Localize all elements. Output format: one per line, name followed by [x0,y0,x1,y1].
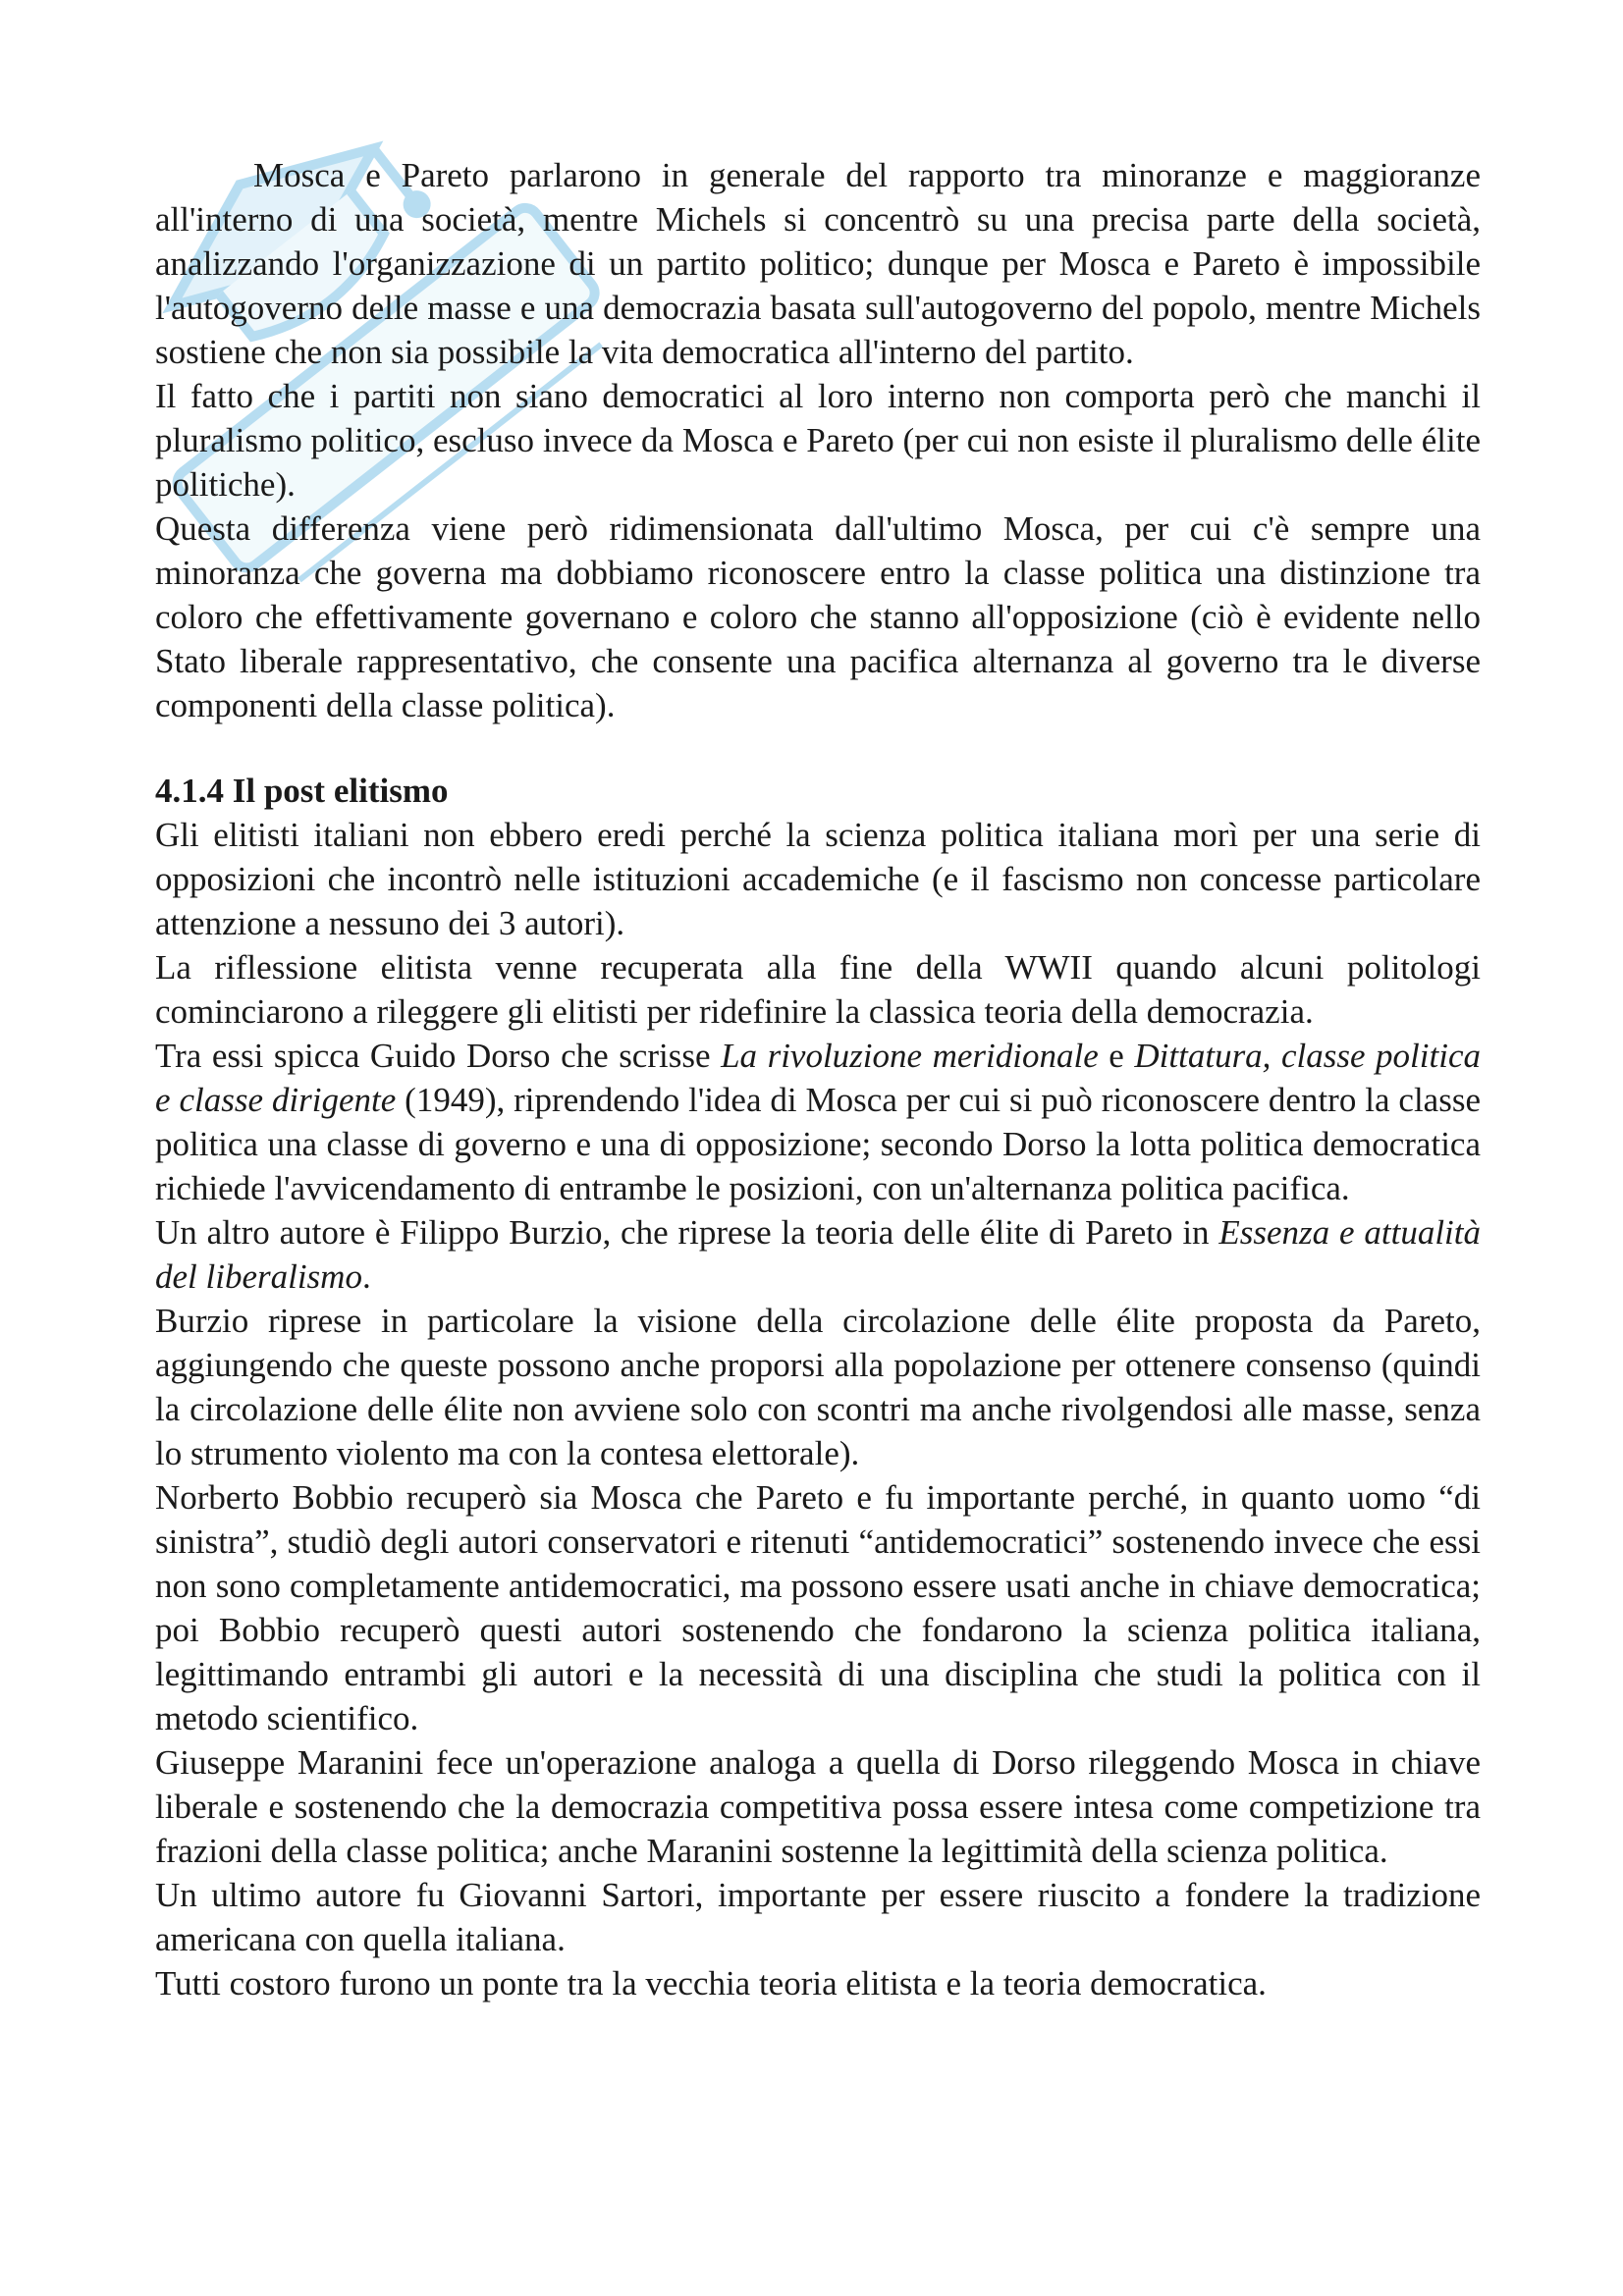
text-run: e [1098,1037,1135,1075]
paragraph: Un ultimo autore fu Giovanni Sartori, importante per essere riuscito a fondere la tradizione americana con quella italiana. [155,1876,1481,1958]
paragraph: Norberto Bobbio recuperò sia Mosca che Pareto e fu importante perché, in quanto uomo “di sinistra”, studiò degli autori conservatori e ritenuti “antidemocratici” sostenendo invece che essi non sono completamente antidemocratici, ma possono essere usati anche in chiave democratica; poi Bobbio recuperò questi autori sostenendo che fondarono la scienza politica italiana, legittimando entrambi gli autori e la necessità di una disciplina che studi la politica con il metodo scientifico. [155,1478,1481,1737]
paragraph: Tutti costoro furono un ponte tra la vecchia teoria elitista e la teoria democratica. [155,1964,1267,2002]
book-title: Essenza e attualità del liberalismo [155,1213,1481,1296]
paragraph: La riflessione elitista venne recuperata alla fine della WWII quando alcuni politologi cominciarono a rileggere gli elitisti per ridefinire la classica teoria della democrazia. [155,948,1481,1031]
document-page [155,153,1481,2005]
paragraph: Burzio riprese in particolare la visione della circolazione delle élite proposta da Pareto, aggiungendo che queste possono anche proporsi alla popolazione per ottenere consenso (quindi la circolazione delle élite non avviene solo con scontri ma anche rivolgendosi alle masse, senza lo strumento violento ma con la contesa elettorale). [155,1302,1481,1472]
text-run: Tra essi spicca Guido Dorso che scrisse [155,1037,722,1075]
book-title: La rivoluzione meridionale [721,1037,1099,1075]
paragraph [155,1210,1481,1299]
paragraph: Gli elitisti italiani non ebbero eredi perché la scienza politica italiana morì per una serie di opposizioni che incontrò nelle istituzioni accademiche (e il fascismo non concesse particolare attenzione a nessuno dei 3 autori). [155,816,1481,942]
paragraph: Mosca e Pareto parlarono in generale del rapporto tra minoranze e maggioranze all'interno di una società, mentre Michels si concentrò su una precisa parte della società, analizzando l'organizzazione di un partito politico; dunque per Mosca e Pareto è impossibile l'autogoverno delle masse e una democrazia basata sull'autogoverno del popolo, mentre Michels sostiene che non sia possibile la vita democratica all'interno del partito. [155,156,1481,371]
text-run: (1949), riprendendo l'idea di Mosca per cui si può riconoscere dentro la classe politica una classe di governo e una di opposizione; secondo Dorso la lotta politica democratica richiede l'avvicendamento di entrambe le posizioni, con un'alternanza politica pacifica. [155,1081,1481,1207]
section-heading: 4.1.4 Il post elitismo [155,772,449,810]
book-title: Dittatura, classe politica e classe dirigente [155,1037,1481,1119]
text-run: . [361,1257,371,1296]
paragraph: Giuseppe Maranini fece un'operazione analoga a quella di Dorso rileggendo Mosca in chiave liberale e sostenendo che la democrazia competitiva possa essere intesa come competizione tra frazioni della classe politica; anche Maranini sostenne la legittimità della scienza politica. [155,1743,1481,1870]
paragraph: Questa differenza viene però ridimensionata dall'ultimo Mosca, per cui c'è sempre una minoranza che governa ma dobbiamo riconoscere entro la classe politica una distinzione tra coloro che effettivamente governano e coloro che stanno all'opposizione (ciò è evidente nello Stato liberale rappresentativo, che consente una pacifica alternanza al governo tra le diverse componenti della classe politica). [155,509,1481,724]
paragraph: Il fatto che i partiti non siano democratici al loro interno non comporta però che manchi il pluralismo politico, escluso invece da Mosca e Pareto (per cui non esiste il pluralismo delle élite politiche). [155,377,1481,504]
paragraph [155,1034,1481,1210]
text-run: Un altro autore è Filippo Burzio, che riprese la teoria delle élite di Pareto in [155,1213,1219,1252]
